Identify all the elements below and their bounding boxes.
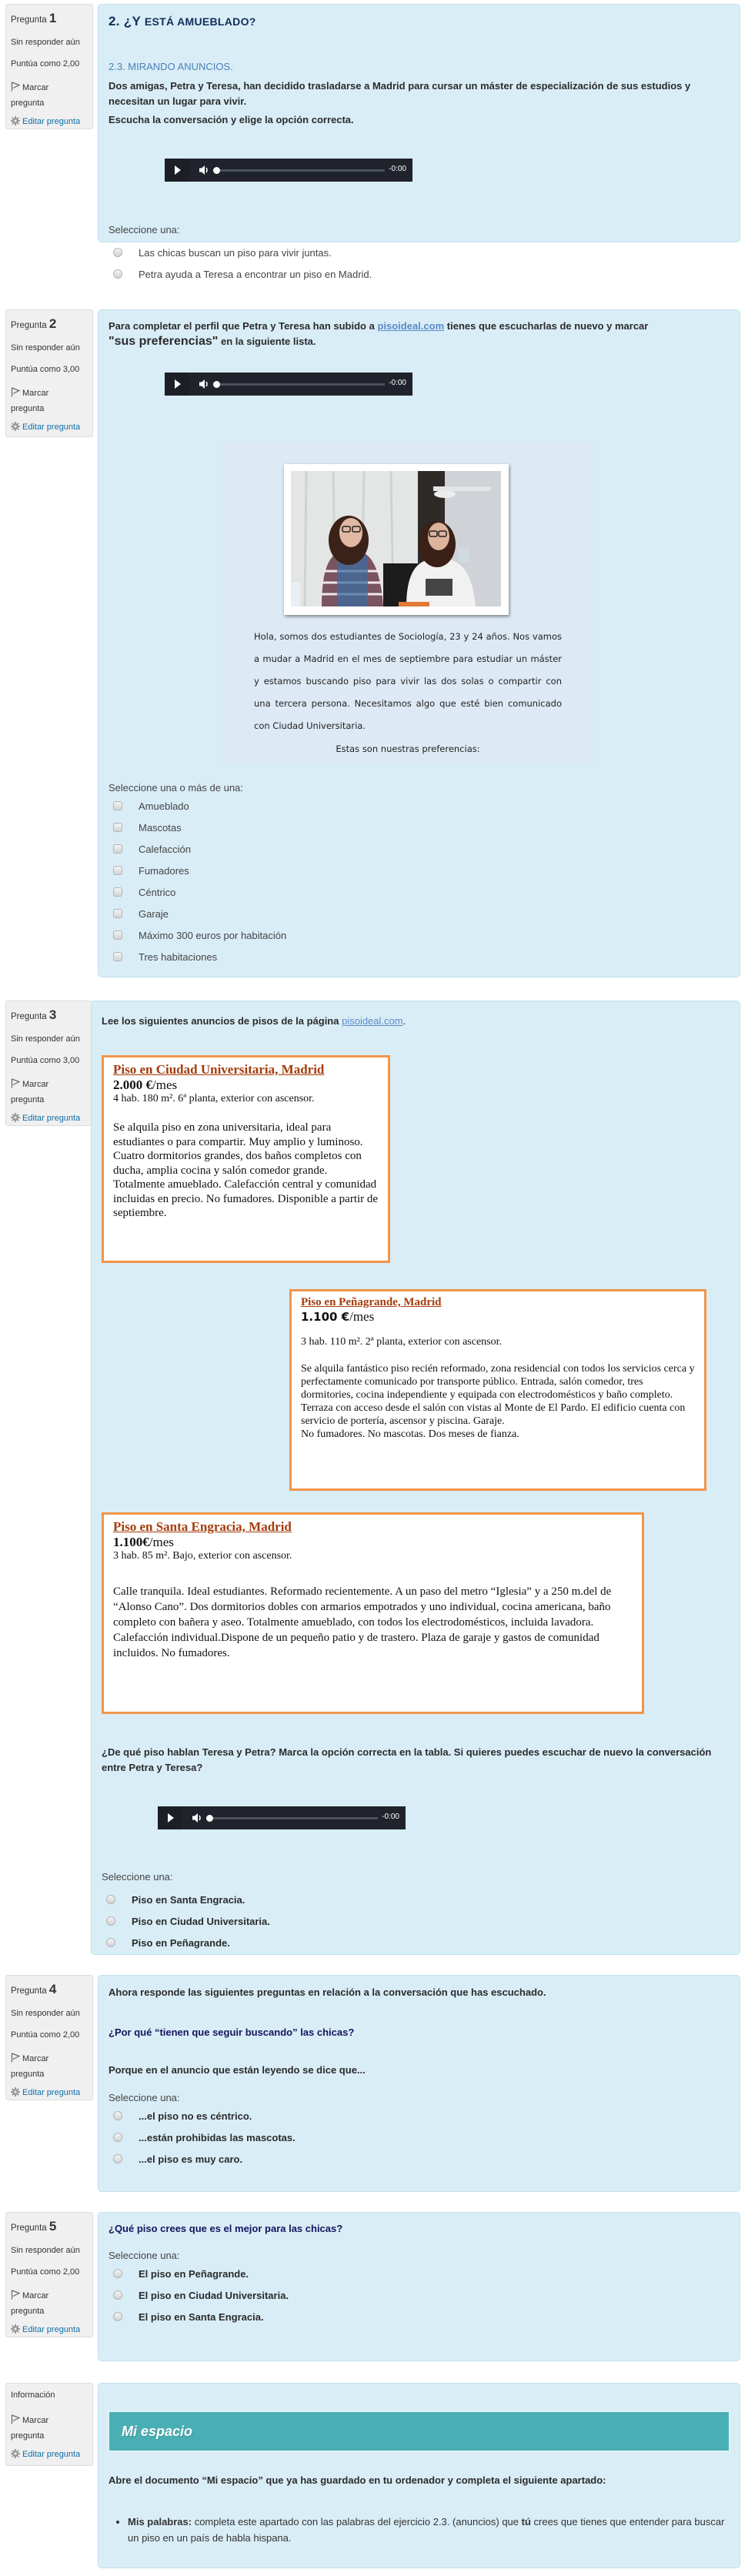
- answer-option[interactable]: Céntrico: [109, 881, 724, 903]
- question-status: Sin responder aún: [11, 343, 80, 352]
- info-list: [128, 2514, 730, 2546]
- question-text: ¿De qué piso hablan Teresa y Petra? Marca la opción correcta en la tabla. Si quieres puedes escuchar de nuevo la conversación entre Petra y Teresa?: [102, 1746, 712, 1773]
- edit-question-link[interactable]: Editar pregunta: [11, 115, 88, 128]
- play-icon[interactable]: [165, 159, 189, 182]
- instruction-text: Escucha la conversación y elige la opción correcta.: [109, 114, 354, 125]
- flag-question-button[interactable]: Marcar pregunta: [11, 2416, 49, 2441]
- question-content: [91, 1001, 740, 1955]
- question-score: Puntúa como 2,00: [11, 2030, 80, 2040]
- question-info-panel: [5, 2212, 93, 2337]
- volume-icon[interactable]: [192, 1813, 204, 1823]
- flag-icon: [11, 2414, 20, 2424]
- radio-button[interactable]: [113, 269, 122, 279]
- ad-description: Se alquila fantástico piso recién reformado, zona residencial con todos los servicios cerca y perfectamente comunicado por transporte público. Entrada, salón comedor, tres dormitories, cocina independiente y equipada con electrodomésticos y baño completo. Terraza con acceso desde el salón con vistas al Monte de El Pardo. El edificio cuenta con servicio de portería, ascensor y piscina. Garaje.: [301, 1362, 695, 1427]
- ad-spec: 3 hab. 110 m². 2ª planta, exterior con ascensor.: [301, 1336, 503, 1348]
- info-intro: Abre el documento “Mi espacio” que ya has guardado en tu ordenador y completa el siguiente apartado:: [109, 2474, 606, 2486]
- answer-option[interactable]: Máximo 300 euros por habitación: [109, 924, 724, 946]
- question-content: [98, 4, 740, 280]
- flag-question-button[interactable]: Marcar pregunta: [11, 2291, 49, 2316]
- flag-icon: [11, 2053, 20, 2063]
- profile-footer: Estas son nuestras preferencias:: [336, 743, 480, 754]
- page-title: 2. ¿Y ESTÁ AMUEBLADO?: [109, 14, 256, 28]
- flag-icon: [11, 82, 20, 92]
- edit-question-link[interactable]: Editar pregunta: [11, 421, 88, 433]
- profile-card: [223, 442, 593, 765]
- answer-option[interactable]: El piso en Santa Engracia.: [109, 2306, 730, 2327]
- question-info-panel: [5, 4, 93, 129]
- radio-button[interactable]: [113, 2290, 122, 2300]
- ad-title: Piso en Ciudad Universitaria, Madrid: [113, 1062, 325, 1077]
- answer-option[interactable]: Garaje: [109, 903, 724, 924]
- radio-button[interactable]: [106, 1895, 115, 1904]
- audio-player: [165, 373, 412, 396]
- gear-icon: [11, 2324, 20, 2334]
- ad-title: Piso en Santa Engracia, Madrid: [113, 1519, 292, 1534]
- ad-price: 2.000 €/mes: [113, 1078, 178, 1092]
- flag-icon: [11, 2290, 20, 2300]
- section-subtitle: 2.3. MIRANDO ANUNCIOS.: [109, 61, 233, 72]
- gear-icon: [11, 116, 20, 125]
- ad-description: Calle tranquila. Ideal estudiantes. Reformado recientemente. A un paso del metro “Iglesia” y a 250 m.del de “Alonso Cano”. Dos dormitorios dobles con armarios empotrados y uno individual, cocina americana, baño completo con bañera y aseo. Totalmente amueblado, con todos los electrodomésticos, incluida lavadora. Calefacción individual.Dispone de un pequeño patio y de trastero. Plaza de garaje y gastos de comunidad incluidos. No fumadores.: [113, 1585, 612, 1659]
- answer-option[interactable]: Piso en Ciudad Universitaria.: [102, 1910, 725, 1932]
- question-info-panel: [5, 1975, 93, 2100]
- answer-option[interactable]: Petra ayuda a Teresa a encontrar un piso en Madrid.: [109, 263, 730, 285]
- flag-question-button[interactable]: Marcar pregunta: [11, 83, 49, 108]
- edit-question-link[interactable]: Editar pregunta: [11, 2324, 88, 2336]
- audio-player: [158, 1806, 406, 1829]
- question-status: Sin responder aún: [11, 2009, 80, 2018]
- answer-option[interactable]: ...el piso no es céntrico.: [109, 2105, 730, 2127]
- checkbox[interactable]: [113, 823, 122, 832]
- answer-option[interactable]: El piso en Peñagrande.: [109, 2263, 730, 2284]
- gear-icon: [11, 2087, 20, 2097]
- volume-icon[interactable]: [199, 165, 211, 175]
- audio-progress-slider[interactable]: [215, 169, 385, 172]
- checkbox[interactable]: [113, 801, 122, 810]
- flag-icon: [11, 387, 20, 397]
- audio-progress-handle[interactable]: [213, 167, 220, 174]
- question-content: [98, 1975, 740, 2192]
- radio-button[interactable]: [113, 248, 122, 257]
- radio-button[interactable]: [106, 1916, 115, 1926]
- audio-progress-handle[interactable]: [213, 381, 220, 388]
- select-prompt: Seleccione una:: [109, 224, 180, 236]
- question-intro: Lee los siguientes anuncios de pisos de la página pisoideal.com.: [102, 1015, 406, 1027]
- question-score: Puntúa como 3,00: [11, 365, 80, 374]
- question-info-panel: [5, 2383, 93, 2466]
- question-text: ¿Por qué “tienen que seguir buscando” las chicas?: [109, 2026, 355, 2038]
- select-prompt: Seleccione una o más de una:: [109, 782, 243, 794]
- answer-option[interactable]: Fumadores: [109, 860, 724, 881]
- answer-option[interactable]: Las chicas buscan un piso para vivir juntas.: [109, 242, 730, 263]
- question-content: [98, 309, 740, 977]
- flag-question-button[interactable]: Marcar pregunta: [11, 2054, 49, 2079]
- audio-progress-handle[interactable]: [206, 1815, 213, 1822]
- answer-option[interactable]: Tres habitaciones: [109, 946, 724, 967]
- audio-progress-slider[interactable]: [215, 383, 385, 386]
- intro-text: Ahora responde las siguientes preguntas en relación a la conversación que has escuchado.: [109, 1986, 546, 1998]
- checkbox[interactable]: [113, 844, 122, 854]
- question-number: Pregunta 2: [11, 316, 57, 331]
- question-info-panel: [5, 1001, 93, 1126]
- question-score: Puntúa como 3,00: [11, 1056, 80, 1065]
- ad-price: 1.100 €/mes: [301, 1309, 375, 1324]
- flag-question-button[interactable]: Marcar pregunta: [11, 1080, 49, 1104]
- radio-button[interactable]: [113, 2111, 122, 2120]
- radio-button[interactable]: [106, 1938, 115, 1947]
- ad-spec: 3 hab. 85 m². Bajo, exterior con ascensor.: [113, 1550, 292, 1562]
- gear-icon: [11, 1113, 20, 1122]
- ad-description: Se alquila piso en zona universitaria, ideal para estudiantes o para compartir. Muy amplio y luminoso. Cuatro dormitorios grandes, dos baños completos con ducha, amplia cocina y salón comedor grande. Totalmente amueblado. Calefacción central y comunidad incluidas en precio. No fumadores. Disponible a partir de septiembre.: [113, 1121, 379, 1219]
- question-score: Puntúa como 2,00: [11, 59, 80, 68]
- ad-santa-engracia: [102, 1512, 644, 1714]
- radio-button[interactable]: [113, 2312, 122, 2321]
- audio-player: [165, 159, 412, 182]
- question-score: Puntúa como 2,00: [11, 2267, 80, 2277]
- ad-price: 1.100€/mes: [113, 1535, 174, 1549]
- list-item: • Mis palabras: completa este apartado con las palabras del ejercicio 2.3. (anuncios) que tú crees que tienes que entender para buscar un piso en un país de habla hispana.: [128, 2514, 730, 2546]
- checkbox[interactable]: [113, 931, 122, 940]
- question-number: Pregunta 1: [11, 11, 57, 25]
- ad-ciudad-universitaria: [102, 1055, 390, 1263]
- mi-espacio-banner: Mi espacio: [109, 2411, 730, 2451]
- edit-question-link[interactable]: Editar pregunta: [11, 1112, 88, 1124]
- question-text: Para completar el perfil que Petra y Teresa han subido a pisoideal.com tienes que escucharlas de nuevo y marcar "sus preferencias" en la siguiente lista.: [109, 320, 649, 348]
- answer-option[interactable]: Piso en Santa Engracia.: [102, 1889, 725, 1910]
- answer-option[interactable]: Calefacción: [109, 838, 724, 860]
- answer-option[interactable]: Mascotas: [109, 817, 724, 838]
- flag-icon: [11, 1078, 20, 1088]
- select-prompt: Seleccione una:: [109, 2092, 180, 2103]
- select-prompt: Seleccione una:: [109, 2250, 180, 2261]
- pisoideal-link[interactable]: pisoideal.com: [342, 1015, 403, 1027]
- volume-icon[interactable]: [199, 379, 211, 389]
- question-block: [102, 1745, 725, 1953]
- intro-text: Dos amigas, Petra y Teresa, han decidido trasladarse a Madrid para cursar un máster de especialización de sus estudios y necesitan un lugar para vivir.: [109, 80, 691, 107]
- answer-option[interactable]: ...el piso es muy caro.: [109, 2148, 730, 2170]
- gear-icon: [11, 2449, 20, 2458]
- two-students-photo: [291, 471, 501, 606]
- photo-image: [291, 471, 501, 606]
- play-icon[interactable]: [165, 373, 189, 396]
- checkbox[interactable]: [113, 909, 122, 918]
- flag-question-button[interactable]: Marcar pregunta: [11, 389, 49, 413]
- question-status: Sin responder aún: [11, 1034, 80, 1044]
- checkbox[interactable]: [113, 952, 122, 961]
- audio-progress-slider[interactable]: [209, 1817, 378, 1819]
- question-content: [98, 2212, 740, 2361]
- question-number: Pregunta 3: [11, 1007, 57, 1022]
- info-label: Información: [11, 2391, 55, 2400]
- answer-option[interactable]: Piso en Peñagrande.: [102, 1932, 725, 1953]
- question-status: Sin responder aún: [11, 2246, 80, 2255]
- radio-button[interactable]: [113, 2269, 122, 2278]
- question-number: Pregunta 5: [11, 2219, 57, 2234]
- audio-time: -0:00: [389, 379, 406, 387]
- audio-time: -0:00: [389, 165, 406, 173]
- ad-description-extra: No fumadores. No mascotas. Dos meses de fianza.: [301, 1428, 519, 1440]
- question-number: Pregunta 4: [11, 1982, 57, 1996]
- ad-spec: 4 hab. 180 m². 6ª planta, exterior con ascensor.: [113, 1093, 315, 1104]
- checkbox[interactable]: [113, 866, 122, 875]
- lead-text: Porque en el anuncio que están leyendo se dice que...: [109, 2064, 366, 2076]
- edit-question-link[interactable]: Editar pregunta: [11, 2448, 88, 2461]
- pisoideal-link[interactable]: pisoideal.com: [377, 320, 445, 332]
- radio-button[interactable]: [113, 2133, 122, 2142]
- radio-button[interactable]: [113, 2154, 122, 2163]
- play-icon[interactable]: [158, 1806, 182, 1829]
- ad-penagrande: [289, 1289, 706, 1491]
- info-content: [98, 2383, 740, 2568]
- question-info-panel: [5, 309, 93, 437]
- answer-option[interactable]: Amueblado: [109, 795, 724, 817]
- answer-list: [109, 782, 724, 967]
- ad-title: Piso en Peñagrande, Madrid: [301, 1296, 442, 1308]
- select-prompt: Seleccione una:: [102, 1871, 173, 1883]
- answer-option[interactable]: El piso en Ciudad Universitaria.: [109, 2284, 730, 2306]
- profile-description: Hola, somos dos estudiantes de Sociología, 23 y 24 años. Nos vamos a mudar a Madrid en el mes de septiembre para estudiar un máster y estamos buscando piso para vivir las dos solas o compartir con una tercera persona. Necesitamos algo que esté bien comunicado con Ciudad Universitaria.: [254, 631, 562, 731]
- edit-question-link[interactable]: Editar pregunta: [11, 2087, 88, 2099]
- checkbox[interactable]: [113, 887, 122, 897]
- profile-photo: [284, 464, 509, 615]
- question-text: ¿Qué piso crees que es el mejor para las chicas?: [109, 2223, 343, 2234]
- answer-option[interactable]: ...están prohibidas las mascotas.: [109, 2127, 730, 2148]
- audio-time: -0:00: [382, 1813, 399, 1821]
- gear-icon: [11, 422, 20, 431]
- question-status: Sin responder aún: [11, 38, 80, 47]
